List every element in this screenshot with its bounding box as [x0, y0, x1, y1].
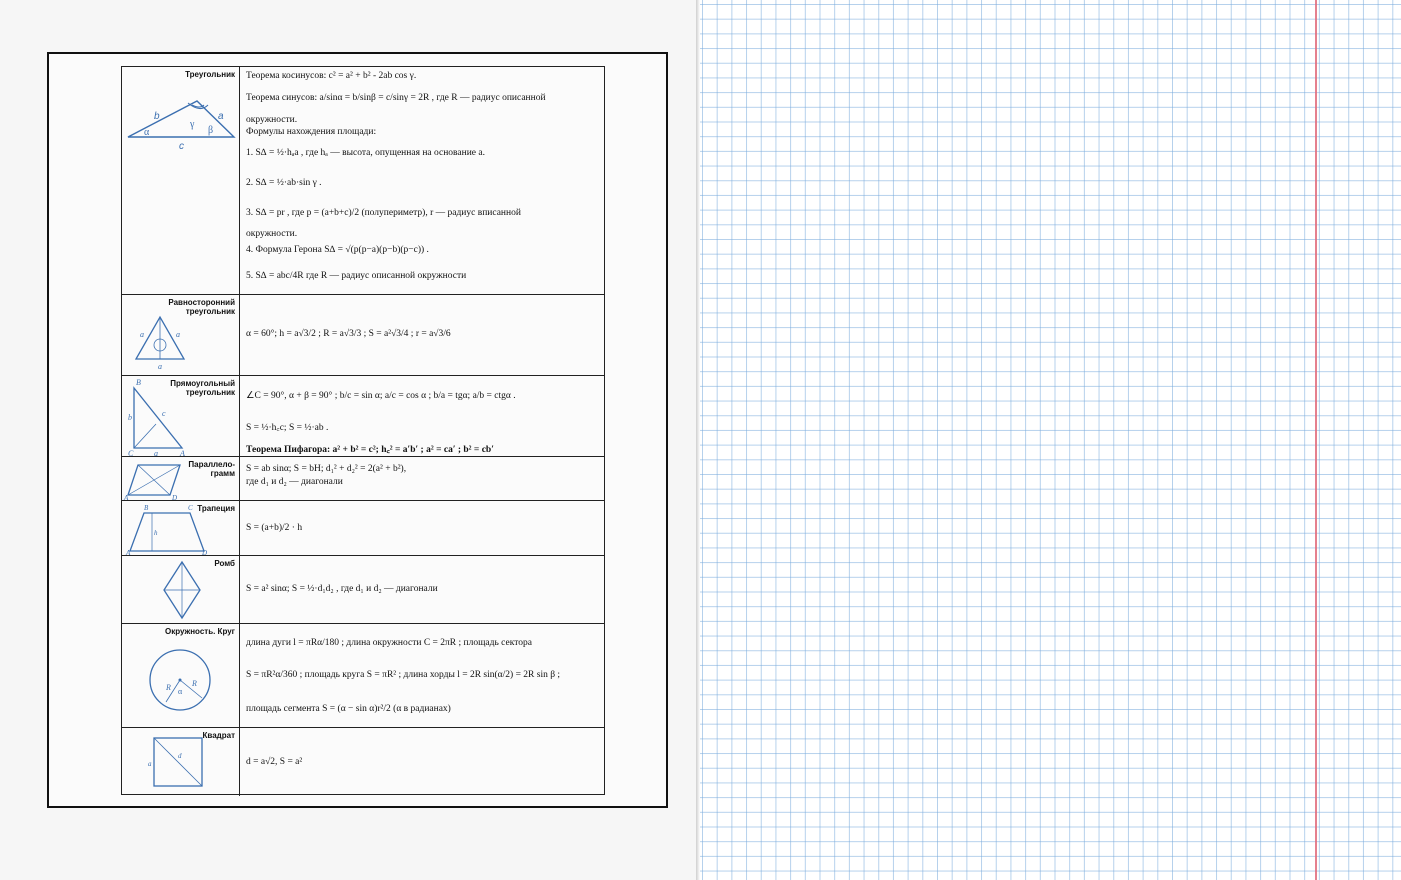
svg-text:C: C: [128, 449, 134, 457]
formula-line: 3. S∆ = pr , где p = (a+b+c)/2 (полупериметр), r — радиус вписанной: [246, 208, 521, 218]
formula-line: α = 60°; h = a√3/2 ; R = a√3/3 ; S = a²√3/4 ; r = a√3/6: [246, 329, 451, 339]
formula-line: 4. Формула Герона S∆ = √(p(p−a)(p−b)(p−c)) .: [246, 245, 429, 255]
formula-line: 1. S∆ = ½·hₐa , где hₐ — высота, опущенная на основание a.: [246, 148, 485, 158]
formula-line: длина дуги l = πRα/180 ; длина окружности C = 2πR ; площадь сектора: [246, 638, 532, 648]
row-triangle: [122, 67, 604, 295]
row-trapezoid: [122, 501, 604, 556]
formula-line: ∠C = 90°, α + β = 90° ; b/c = sin α; a/c = cos α ; b/a = tgα; a/b = ctgα .: [246, 391, 516, 401]
svg-text:a: a: [148, 760, 152, 768]
figure-title: Квадрат: [202, 731, 235, 740]
svg-text:c: c: [162, 409, 166, 418]
svg-text:b: b: [154, 111, 160, 122]
formula-cell-circle: [246, 624, 600, 727]
row-equilateral-triangle: [122, 295, 604, 376]
equilateral-triangle-diagram: [122, 295, 240, 376]
formula-line: d = a√2, S = a²: [246, 757, 303, 767]
formula-line: Теорема Пифагора: a² + b² = c²; h꜀² = a′b′ ; a² = ca′ ; b² = cb′: [246, 445, 494, 455]
figure-cell-right-triangle: [122, 376, 240, 456]
margin-line: [1315, 0, 1317, 880]
svg-text:D: D: [172, 494, 178, 501]
formula-line: S = a² sinα; S = ½·d₁d₂ , где d₁ и d₂ — диагонали: [246, 584, 438, 594]
formula-line: S = ½·h꜀c; S = ½·ab .: [246, 423, 329, 433]
formula-cell-right-triangle: [246, 376, 600, 456]
figure-cell-triangle: [122, 67, 240, 294]
circle-diagram: [122, 624, 240, 728]
svg-text:β: β: [208, 125, 214, 136]
svg-text:γ: γ: [190, 119, 195, 130]
svg-text:A: A: [180, 449, 185, 457]
formula-cell-rhombus: [246, 556, 600, 623]
formula-cell-trapezoid: [246, 501, 600, 555]
formula-line: окружности.: [246, 229, 298, 239]
row-rhombus: [122, 556, 604, 624]
formula-line: S = πR²α/360 ; площадь круга S = πR² ; длина хорды l = 2R sin(α/2) = 2R sin β ;: [246, 670, 561, 680]
formula-table: [121, 66, 605, 795]
svg-text:α: α: [144, 127, 150, 138]
formula-cell-triangle: [246, 67, 600, 294]
svg-text:R: R: [192, 679, 197, 688]
svg-text:a: a: [176, 330, 180, 339]
formula-cell-parallelogram: [246, 457, 600, 500]
svg-text:b: b: [128, 413, 132, 422]
figure-cell-parallelogram: [122, 457, 240, 500]
triangle-diagram: [122, 67, 240, 295]
row-right-triangle: [122, 376, 604, 457]
svg-text:d: d: [178, 752, 182, 760]
rhombus-diagram: [122, 556, 240, 624]
svg-text:a: a: [154, 449, 158, 457]
formula-line: Теорема косинусов: c² = a² + b² - 2ab cos γ.: [246, 71, 417, 81]
svg-text:D: D: [202, 549, 208, 556]
svg-text:a: a: [158, 362, 162, 371]
formula-line: площадь сегмента S = (α − sin α)r²/2 (α в радианах): [246, 704, 451, 714]
svg-text:B: B: [136, 378, 141, 387]
formula-cell-equilateral: [246, 295, 600, 375]
formula-line: окружности.: [246, 115, 298, 125]
figure-title: Трапеция: [197, 504, 235, 513]
svg-text:c: c: [179, 141, 184, 152]
formula-line: S = (a+b)/2 · h: [246, 523, 303, 533]
graph-paper-page: [700, 0, 1401, 880]
figure-cell-equilateral: [122, 295, 240, 375]
svg-text:B: B: [144, 504, 149, 512]
figure-cell-square: [122, 728, 240, 796]
svg-text:a: a: [218, 111, 224, 122]
right-triangle-diagram: [122, 376, 240, 457]
svg-text:α: α: [178, 687, 183, 696]
trapezoid-diagram: [122, 501, 240, 556]
formula-line: Формулы нахождения площади:: [246, 127, 377, 137]
formula-line: 5. S∆ = abc/4R где R — радиус описанной окружности: [246, 271, 467, 281]
svg-text:h: h: [154, 529, 158, 537]
figure-title: Ромб: [214, 559, 235, 568]
row-circle: [122, 624, 604, 728]
svg-text:R: R: [166, 683, 171, 692]
row-square: [122, 728, 604, 796]
formula-line: 2. S∆ = ½·ab·sin γ .: [246, 178, 322, 188]
figure-title: Равносторонний треугольник: [168, 298, 235, 316]
formula-line: где d₁ и d₂ — диагонали: [246, 477, 343, 487]
figure-title: Параллело-грамм: [188, 460, 235, 478]
svg-text:C: C: [188, 504, 193, 512]
formula-line: S = ab sinα; S = bH; d₁² + d₂² = 2(a² + b²),: [246, 464, 407, 474]
svg-text:A: A: [126, 549, 131, 556]
figure-cell-circle: [122, 624, 240, 727]
formula-line: Теорема синусов: a/sinα = b/sinβ = c/sinγ = 2R , где R — радиус описанной: [246, 93, 546, 103]
figure-cell-trapezoid: [122, 501, 240, 555]
svg-text:a: a: [140, 330, 144, 339]
figure-title: Треугольник: [185, 70, 235, 79]
figure-title: Окружность. Круг: [164, 627, 235, 636]
square-diagram: [122, 728, 240, 796]
parallelogram-diagram: [122, 457, 240, 501]
svg-text:A: A: [124, 494, 129, 501]
formula-cell-square: [246, 728, 600, 796]
figure-cell-rhombus: [122, 556, 240, 623]
row-parallelogram: [122, 457, 604, 501]
figure-title: Прямоугольный треугольник: [170, 379, 235, 397]
